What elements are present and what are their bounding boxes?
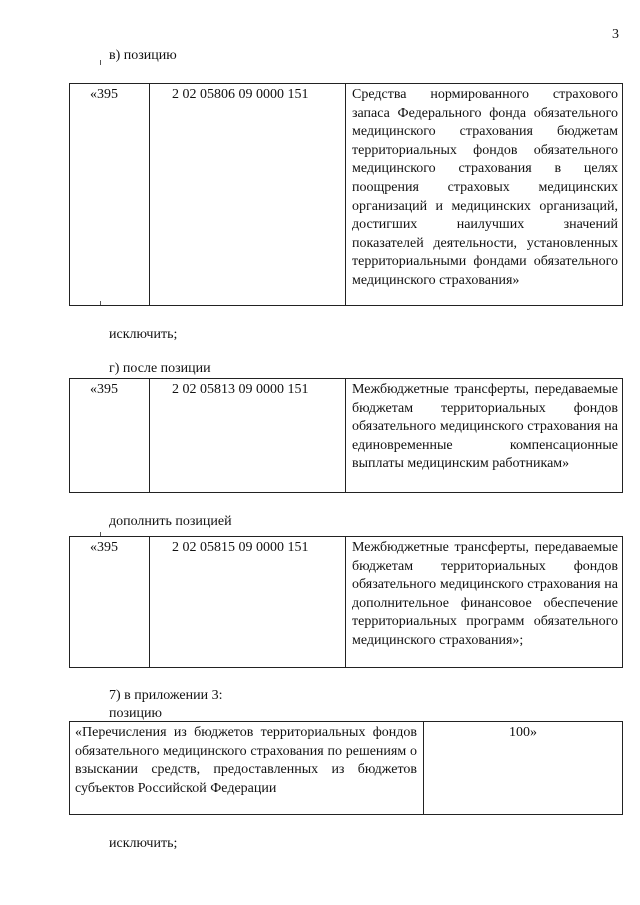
section-g-label: г) после позиции [109, 361, 211, 376]
item-7-label: 7) в приложении 3: [109, 688, 223, 703]
add-position-label: дополнить позицией [109, 514, 232, 529]
table-appendix-3 [69, 721, 623, 815]
description-cell: «Перечисления из бюджетов территориальных фондов обязательного медицинского страхования по решениям о взыскании средств, предоставленных из бюджетов субъектов Российской Федерации [70, 722, 424, 815]
code-cell: «395 [70, 537, 150, 668]
exclude-label-2: исключить; [109, 836, 178, 851]
table-row [70, 537, 623, 668]
description-cell: Средства нормированного страхового запаса Федерального фонда обязательного медицинского страхования бюджетам территориальных фондов обязательного медицинского страхования в целях поощрения страховых медицинских организаций и медицинских организаций, достигших наилучших значений показателей деятельности, установленных территориальными фондами обязательного медицинского страхования» [346, 84, 623, 306]
table-position-1 [69, 83, 623, 306]
page-number: 3 [612, 27, 619, 42]
code-cell: «395 [70, 379, 150, 493]
description-cell: Межбюджетные трансферты, передаваемые бюджетам территориальных фондов обязательного медицинского страхования на дополнительное финансовое обеспечение территориальных программ обязательного медицинского страхования»; [346, 537, 623, 668]
table-row [70, 84, 623, 306]
table-position-2 [69, 378, 623, 493]
exclude-label-1: исключить; [109, 327, 178, 342]
corner-mark [100, 60, 101, 65]
kbk-cell: 2 02 05813 09 0000 151 [150, 379, 346, 493]
section-v-label: в) позицию [109, 48, 177, 63]
table-row [70, 722, 623, 815]
table-row [70, 379, 623, 493]
kbk-cell: 2 02 05806 09 0000 151 [150, 84, 346, 306]
kbk-cell: 2 02 05815 09 0000 151 [150, 537, 346, 668]
table-position-3 [69, 536, 623, 668]
value-cell: 100» [424, 722, 623, 815]
code-cell: «395 [70, 84, 150, 306]
position-label: позицию [109, 706, 162, 721]
description-cell: Межбюджетные трансферты, передаваемые бюджетам территориальных фондов обязательного медицинского страхования на единовременные компенсационные выплаты медицинским работникам» [346, 379, 623, 493]
